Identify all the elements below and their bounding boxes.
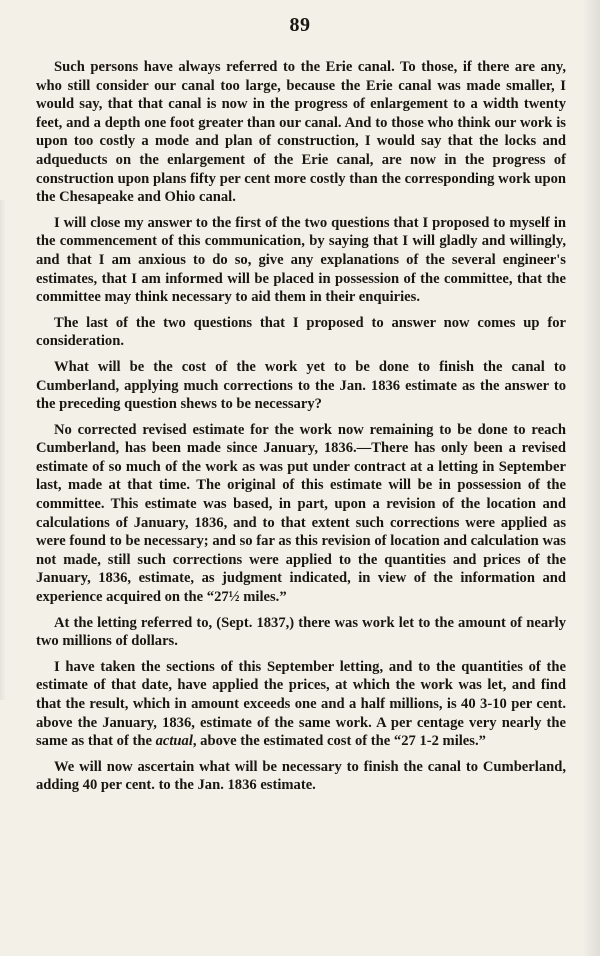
paragraph: What will be the cost of the work yet to be done to finish the canal to Cumberland, applying much corrections to the Jan. 1836 estimate as the answer to the preceding question shews to be necessary? [36,358,566,413]
paragraph: Such persons have always referred to the Erie canal. To those, if there are any, who still consider our canal too large, because the Erie canal was made smaller, I would say, that that canal is now in the progress of enlargement to a width twenty feet, and a depth one foot greater than our canal. And to those who think our work is upon too costly a mode and plan of construction, I would say that the locks and adqueducts on the enlargement of the Erie canal, are now in the progress of construction upon plans fifty per cent more costly than the corresponding work upon the Chesapeake and Ohio canal. [36,59,566,206]
paragraph: At the letting referred to, (Sept. 1837,) there was work let to the amount of nearly two millions of dollars. [36,614,566,650]
page-fold-shadow [582,0,600,956]
body-text [36,58,566,802]
page-number: 89 [289,14,311,36]
page-edge-shadow [0,200,6,700]
paragraph: The last of the two questions that I proposed to answer now comes up for consideration. [36,314,566,350]
emphasis-actual: actual [155,733,193,750]
paragraph: I have taken the sections of this September letting, and to the quantities of the estimate of that date, have applied the prices, at which the work was let, and find that the result, which in amount exceeds one and a half millions, is 40 3-10 per cent. above the January, 1836, estimate of the same work. A per centage very nearly the same as that of the actual, above the estimated cost of the “27 1-2 miles.” [36,658,566,750]
paragraph: No corrected revised estimate for the work now remaining to be done to reach Cumberland, has been made since January, 1836.—There has only been a revised estimate of so much of the work as was put under contract at a letting in September last, made at that time. The original of this estimate will be in possession of the committee. This estimate was based, in part, upon a revision of the location and calculations of January, 1836, and to that extent such corrections were applied as were found to be necessary; and so far as this revision of location and calculation was not made, still such corrections were applied to the quantities and prices of the January, 1836, estimate, as judgment indicated, in view of the information and experience acquired on the “27½ miles.” [36,421,566,606]
paragraph: We will now ascertain what will be necessary to finish the canal to Cumberland, adding 40 per cent. to the Jan. 1836 estimate. [36,758,566,794]
paragraph: I will close my answer to the first of the two questions that I proposed to myself in the commencement of this communication, by saying that I will gladly and willingly, and that I am anxious to do so, give any explanations of the several engineer's estimates, that I am informed will be placed in possession of the committee, that the committee may think necessary to aid them in their enquiries. [36,214,566,306]
